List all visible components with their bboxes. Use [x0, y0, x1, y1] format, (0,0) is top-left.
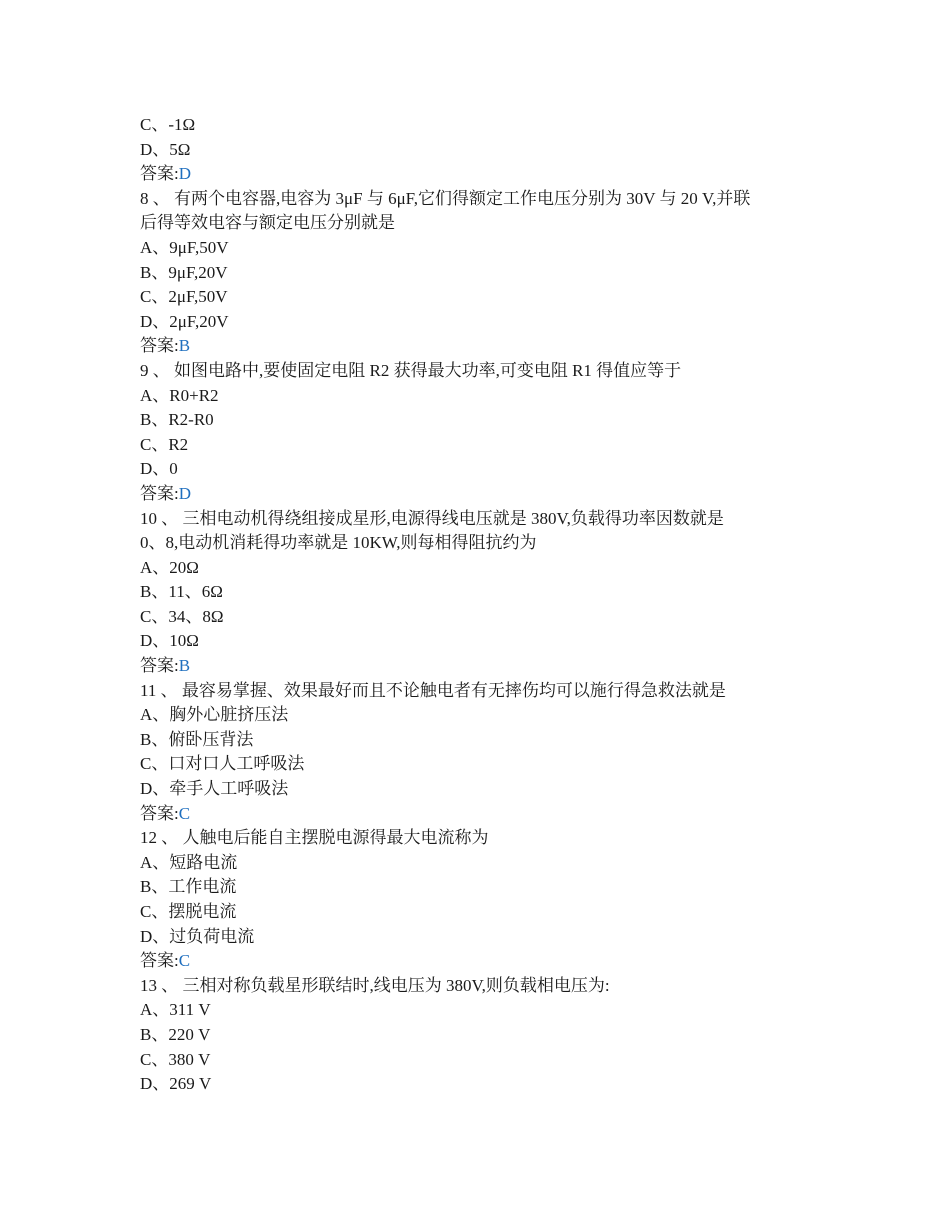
option-c: C、380 V	[140, 1049, 211, 1069]
option-b: B、R2-R0	[140, 410, 214, 430]
answer-label: 答案:	[140, 164, 179, 184]
option-d: D、过负荷电流	[140, 926, 255, 946]
option-b: B、9μF,20V	[140, 262, 228, 282]
option-d: D、269 V	[140, 1074, 212, 1094]
question-11-text: 11 、 最容易掌握、效果最好而且不论触电者有无摔伤均可以施行得急救法就是	[140, 680, 726, 700]
answer-line	[140, 802, 820, 827]
answer-label: 答案:	[140, 336, 179, 356]
option-d: D、牵手人工呼吸法	[140, 779, 289, 799]
option-d: D、2μF,20V	[140, 311, 229, 331]
answer-label: 答案:	[140, 803, 179, 823]
option-a: A、胸外心脏挤压法	[140, 705, 289, 725]
answer-value: D	[178, 164, 192, 184]
question-13-text: 13 、 三相对称负载星形联结时,线电压为 380V,则负载相电压为:	[140, 975, 610, 995]
option-b: B、俯卧压背法	[140, 729, 254, 749]
question-10-text: 10 、 三相电动机得绕组接成星形,电源得线电压就是 380V,负载得功率因数就是	[140, 508, 724, 528]
option-b: B、工作电流	[140, 877, 237, 897]
answer-value: D	[178, 483, 192, 503]
option-a: A、9μF,50V	[140, 237, 229, 257]
option-d: D、0	[140, 459, 178, 479]
answer-line	[140, 949, 820, 974]
question-9-text: 9 、 如图电路中,要使固定电阻 R2 获得最大功率,可变电阻 R1 得值应等于	[140, 360, 682, 380]
answer-line	[140, 654, 820, 679]
answer-value: C	[178, 951, 191, 971]
option-c: C、-1Ω	[140, 115, 196, 134]
option-a: A、短路电流	[140, 852, 238, 872]
option-c: C、2μF,50V	[140, 287, 228, 307]
option-a: A、311 V	[140, 1000, 211, 1020]
document-page	[140, 113, 820, 1097]
answer-label: 答案:	[140, 951, 179, 971]
answer-value: C	[178, 803, 191, 823]
option-c: C、口对口人工呼吸法	[140, 754, 305, 774]
answer-line	[140, 334, 820, 359]
option-c: C、R2	[140, 434, 189, 454]
option-d: D、10Ω	[140, 631, 199, 651]
option-a: A、R0+R2	[140, 385, 219, 405]
answer-label: 答案:	[140, 656, 179, 676]
question-8-text-cont: 后得等效电容与额定电压分别就是	[140, 213, 395, 233]
answer-value: B	[178, 336, 191, 356]
answer-line	[140, 162, 820, 187]
answer-line	[140, 482, 820, 507]
question-10-text-cont: 0、8,电动机消耗得功率就是 10KW,则每相得阻抗约为	[140, 533, 537, 553]
option-c: C、34、8Ω	[140, 606, 224, 626]
option-a: A、20Ω	[140, 557, 199, 577]
option-d: D、5Ω	[140, 139, 191, 159]
question-12-text: 12 、 人触电后能自主摆脱电源得最大电流称为	[140, 828, 489, 848]
option-b: B、220 V	[140, 1024, 211, 1044]
option-b: B、11、6Ω	[140, 582, 223, 602]
option-c: C、摆脱电流	[140, 902, 237, 921]
answer-label: 答案:	[140, 483, 179, 503]
question-8-text: 8 、 有两个电容器,电容为 3μF 与 6μF,它们得额定工作电压分别为 30V 与 20 V,并联	[140, 188, 751, 208]
answer-value: B	[178, 656, 191, 676]
